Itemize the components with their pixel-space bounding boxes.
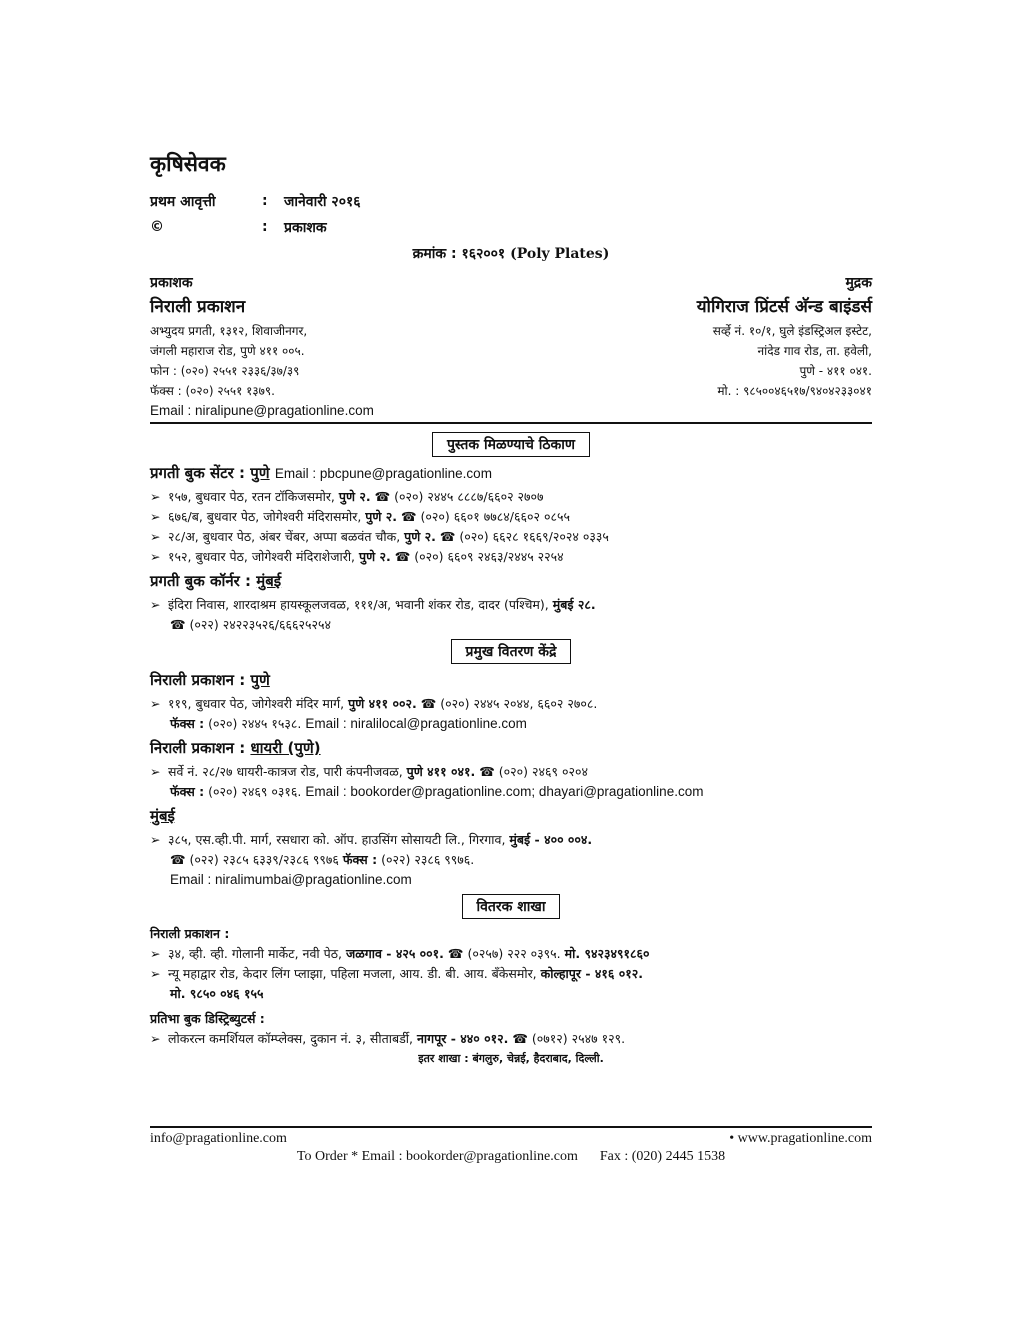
list-item: ➢ २८/अ, बुधवार पेठ, अंबर चेंबर, अप्पा बळवंत चौक, पुणे २. ☎ (०२०) ६६२८ १६६९/२०२४ ०३३५ — [150, 527, 872, 547]
heading-city: मुंबई — [256, 572, 282, 590]
list-item: ➢ ६७६/ब, बुधवार पेठ, जोगेश्वरी मंदिरासमोर, पुणे २. ☎ (०२०) ६६०१ ७७८४/६६०२ ०८५५ — [150, 507, 872, 527]
heading-name: प्रगती बुक सेंटर : — [150, 464, 246, 482]
phone-line: ☎ (०२२) २४२२३५२६/६६६२५२५४ — [170, 617, 331, 632]
arrow-icon: ➢ — [150, 764, 161, 779]
arrow-icon: ➢ — [150, 832, 161, 847]
copyright-row — [150, 214, 872, 240]
publisher-line: जंगली महाराज रोड, पुणे ४११ ००५. — [150, 344, 305, 358]
printer-line: मो. : ९८५००४६५१७/९४०४२३३०४१ — [717, 384, 872, 398]
publisher-line: फॅक्स : (०२०) २५५१ १३७९. — [150, 384, 275, 398]
copyright-value: प्रकाशक — [284, 219, 327, 236]
edition-row — [150, 188, 872, 214]
mumbai-corner-heading — [150, 571, 872, 591]
serial-note: (Poly Plates) — [510, 246, 610, 262]
book-title: कृषिसेवक — [150, 152, 226, 176]
publisher-printer-block — [150, 273, 872, 418]
publisher-line: अभ्युदय प्रगती, १३१२, शिवाजीनगर, — [150, 324, 308, 338]
printer-line: सर्व्हे नं. १०/१, घुले इंडस्ट्रिअल इस्टेट, — [712, 324, 872, 338]
heading-email: Email : pbcpune@pragationline.com — [274, 466, 492, 481]
heading-city: धायरी (पुणे) — [250, 739, 321, 757]
section-title-branches: वितरक शाखा — [462, 894, 561, 919]
publisher-email: Email : niralipune@pragationline.com — [150, 403, 374, 418]
nirali-dhayari-heading — [150, 738, 872, 758]
heading-name: प्रगती बुक कॉर्नर : — [150, 572, 252, 590]
heading-city: पुणे — [250, 464, 270, 482]
printer-line: पुणे - ४११ ०४१. — [799, 364, 872, 378]
arrow-icon: ➢ — [150, 489, 161, 504]
arrow-icon: ➢ — [150, 509, 161, 524]
publisher-block — [150, 273, 480, 418]
arrow-icon: ➢ — [150, 966, 161, 981]
branch-pratibha-label: प्रतिभा बुक डिस्ट्रिब्युटर्स : — [150, 1011, 265, 1026]
section-title-availability: पुस्तक मिळण्याचे ठिकाण — [432, 432, 590, 457]
footer-email[interactable]: info@pragationline.com — [150, 1131, 287, 1146]
publisher-label: प्रकाशक — [150, 275, 193, 291]
heading-name: निराली प्रकाशन : — [150, 671, 246, 689]
publisher-name: निराली प्रकाशन — [150, 297, 246, 317]
nirali-pune-heading — [150, 670, 872, 690]
email-line: Email : niralimumbai@pragationline.com — [170, 872, 412, 887]
fax-line: फॅक्स : (०२०) २४४५ १५३८. Email : niralilocal@pragationline.com — [170, 716, 527, 731]
list-item: ➢ सर्वे नं. २८/२७ धायरी-कात्रज रोड, पारी कंपनीजवळ, पुणे ४११ ०४१. ☎ (०२०) २४६९ ०२०४ — [150, 762, 872, 782]
footer — [150, 1126, 872, 1165]
copyright-label: © — [150, 219, 164, 235]
footer-website[interactable]: • www.pragationline.com — [729, 1131, 872, 1146]
mobile-line: मो. ९८५० ०४६ १५५ — [170, 986, 264, 1001]
arrow-icon: ➢ — [150, 549, 161, 564]
serial-number — [150, 244, 872, 263]
arrow-icon: ➢ — [150, 696, 161, 711]
section-title-distribution: प्रमुख वितरण केंद्रे — [451, 639, 572, 664]
phone-line: ☎ (०२२) २३८५ ६३३९/२३८६ ९९७६ फॅक्स : (०२२) २३८६ ९९७६. — [170, 852, 475, 867]
arrow-icon: ➢ — [150, 597, 161, 612]
list-item: ➢ ३८५, एस.व्ही.पी. मार्ग, रसधारा को. ऑप. हाउसिंग सोसायटी लि., गिरगाव, मुंबई - ४०० ००४. — [150, 830, 872, 850]
list-item: ➢ इंदिरा निवास, शारदाश्रम हायस्कूलजवळ, १११/अ, भवानी शंकर रोड, दादर (पश्चिम), मुंबई २८. — [150, 595, 872, 615]
edition-value: जानेवारी २०१६ — [284, 193, 361, 210]
fax-line: फॅक्स : (०२०) २४६९ ०३१६. Email : bookorder@pragationline.com; dhayari@pragationline.com — [170, 784, 704, 799]
edition-sep: : — [262, 193, 268, 209]
list-item: ➢ १५७, बुधवार पेठ, रतन टॉकिजसमोर, पुणे २. ☎ (०२०) २४४५ ८८८७/६६०२ २७०७ — [150, 487, 872, 507]
printer-name: योगिराज प्रिंटर्स अ‍ॅन्ड बाइंडर्स — [696, 297, 872, 317]
pune-center-heading — [150, 463, 872, 483]
list-item: ➢ ३४, व्ही. व्ही. गोलानी मार्केट, नवी पेठ, जळगाव - ४२५ ००१. ☎ (०२५७) २२२ ०३९५. मो. ९४२३४९१८६० — [150, 944, 872, 964]
mumbai-heading — [150, 806, 872, 826]
printer-line: नांदेड गाव रोड, ता. हवेली, — [757, 344, 872, 358]
heading-city: पुणे — [250, 671, 270, 689]
footer-order-email: To Order * Email : bookorder@pragationline.com — [296, 1149, 578, 1164]
list-item: ➢ लोकरत्न कमर्शियल कॉम्प्लेक्स, दुकान नं. ३, सीताबर्डी, नागपूर - ४४० ०१२. ☎ (०७१२) २५४७ १२९. — [150, 1029, 872, 1049]
branch-nirali-label: निराली प्रकाशन : — [150, 926, 230, 941]
arrow-icon: ➢ — [150, 1031, 161, 1046]
list-item: ➢ न्यू महाद्वार रोड, केदार लिंग प्लाझा, पहिला मजला, आय. डी. बी. आय. बँकेसमोर, कोल्हापूर - ४१६ ०१२. — [150, 964, 872, 984]
arrow-icon: ➢ — [150, 946, 161, 961]
list-item: ➢ ११९, बुधवार पेठ, जोगेश्वरी मंदिर मार्ग, पुणे ४११ ००२. ☎ (०२०) २४४५ २०४४, ६६०२ २७०८. — [150, 694, 872, 714]
serial-label: क्रमांक : १६२००१ — [412, 246, 506, 262]
heading-city: मुंबई — [150, 807, 175, 825]
colophon-page — [150, 150, 872, 1066]
printer-label: मुद्रक — [845, 275, 872, 291]
other-branches: इतर शाखा : बंगलुरु, चेन्नई, हैदराबाद, दिल्ली. — [418, 1052, 604, 1065]
edition-label: प्रथम आवृत्ती — [150, 193, 216, 210]
list-item: ➢ १५२, बुधवार पेठ, जोगेश्वरी मंदिराशेजारी, पुणे २. ☎ (०२०) ६६०९ २४६३/२४४५ २२५४ — [150, 547, 872, 567]
heading-name: निराली प्रकाशन : — [150, 739, 246, 757]
arrow-icon: ➢ — [150, 529, 161, 544]
publisher-line: फोन : (०२०) २५५१ २३३६/३७/३९ — [150, 364, 300, 378]
copyright-sep: : — [262, 219, 268, 235]
divider — [150, 422, 872, 424]
printer-block — [542, 273, 872, 418]
footer-fax: Fax : (020) 2445 1538 — [599, 1149, 726, 1164]
